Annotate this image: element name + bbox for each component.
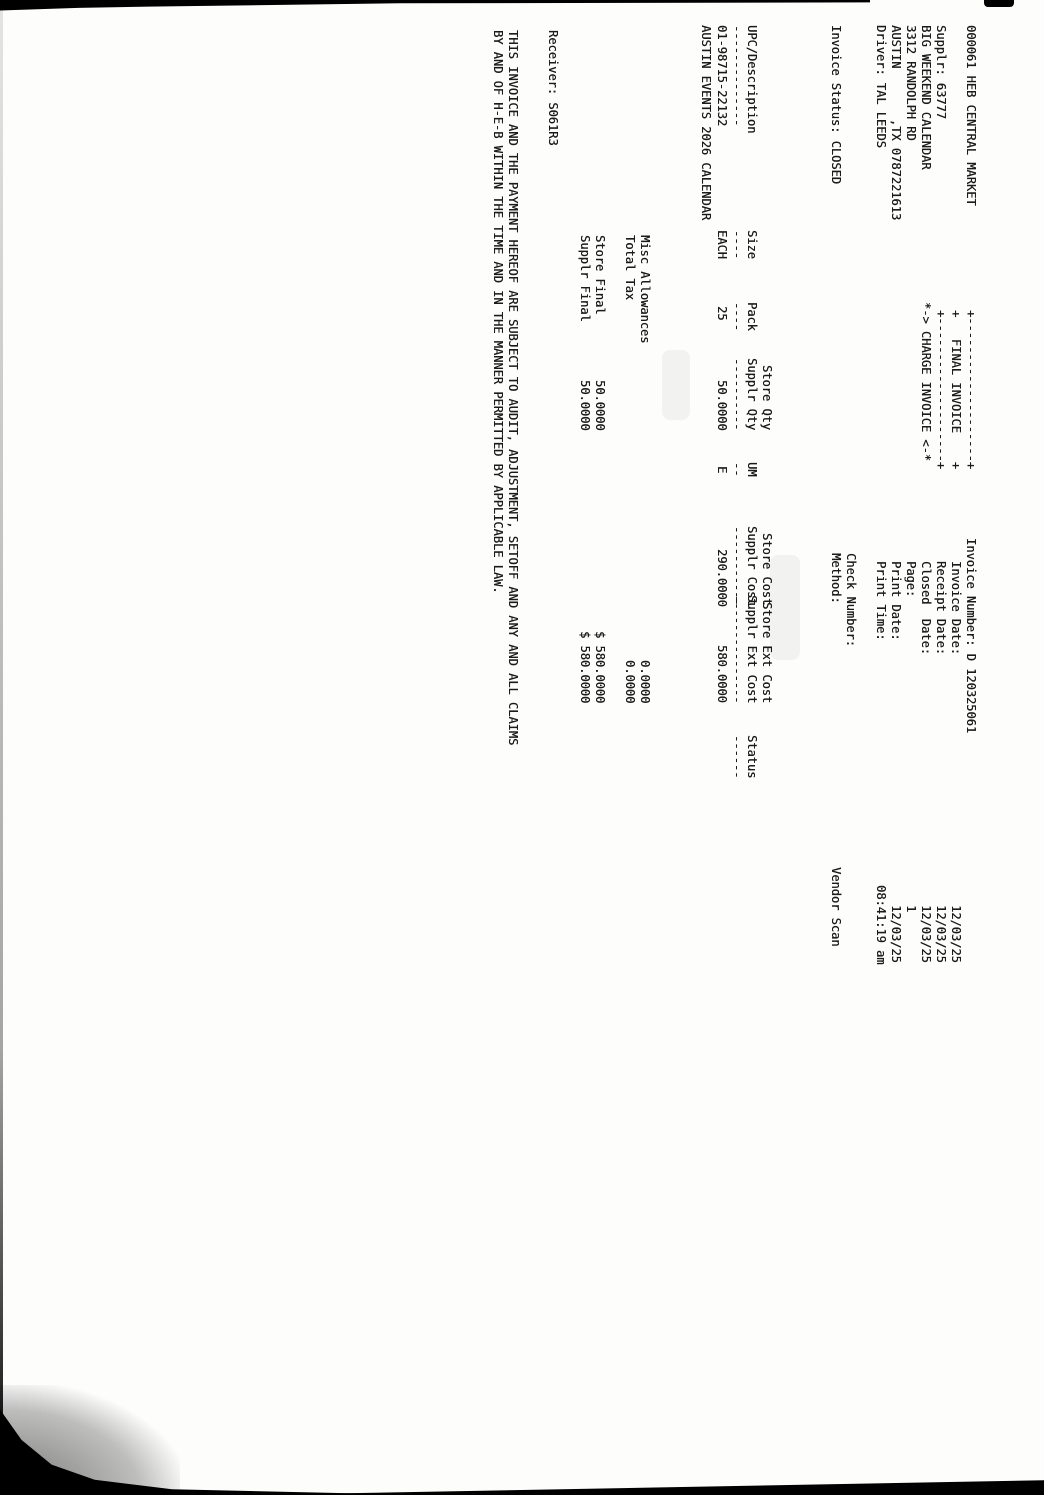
- meta-label: Page:: [904, 561, 918, 598]
- meta-value: 1: [904, 905, 918, 913]
- item-description: AUSTIN EVENTS 2026 CALENDAR: [699, 25, 713, 221]
- col-header-store-cost: Store Cost: [760, 533, 774, 606]
- driver-line: Driver: TAL LEEDS: [874, 25, 888, 148]
- method-value: Vendor Scan: [829, 867, 843, 947]
- rule-um: --: [730, 462, 744, 477]
- rule-pack: ----: [730, 302, 744, 331]
- meta-value: 12/03/25: [949, 905, 963, 963]
- misc-allowances-label: Misc Allowances: [638, 235, 652, 344]
- meta-label: Print Time:: [874, 561, 888, 641]
- col-header-supplr-ext: Supplr Ext Cost: [745, 595, 759, 704]
- supplier-name: BIG WEEKEND CALENDAR: [919, 25, 933, 170]
- meta-label: Print Date:: [889, 561, 903, 641]
- total-tax-label: Total Tax: [623, 235, 637, 301]
- scan-smudge: [662, 350, 690, 420]
- stamp-border-bottom: +--------------------+: [934, 310, 948, 469]
- legal-line: THIS INVOICE AND THE PAYMENT HEREOF ARE SUBJECT TO AUDIT, ADJUSTMENT, SETOFF AND ANY AND ALL CLAIMS: [506, 30, 520, 746]
- item-size: EACH: [715, 230, 729, 259]
- col-header-status: Status: [745, 735, 759, 779]
- supplier-street: 3312 RANDOLPH RD: [904, 25, 918, 141]
- meta-label: Invoice Date:: [949, 561, 963, 655]
- supplier-city: AUSTIN ,TX 0787221613: [889, 25, 903, 221]
- supplr-final-label: Supplr Final: [578, 235, 592, 322]
- supplr-final-qty: 50.0000: [578, 380, 592, 431]
- stamp-title: + FINAL INVOICE +: [949, 310, 963, 469]
- col-header-pack: Pack: [745, 302, 759, 331]
- receiver-line: Receiver: S061R3: [546, 30, 560, 146]
- rule-upc: --------------: [730, 25, 744, 127]
- meta-value: 12/03/25: [934, 905, 948, 963]
- invoice-number-line: Invoice Number: D 120325061: [964, 538, 978, 734]
- rule-size: ----: [730, 230, 744, 259]
- item-pack: 25: [715, 306, 729, 321]
- item-cost: 290.0000: [715, 549, 729, 607]
- scan-smudge: [770, 555, 800, 660]
- store-final-label: Store Final: [593, 235, 607, 315]
- meta-label: Closed Date:: [919, 561, 933, 655]
- meta-value: 08:41:19 am: [874, 885, 888, 965]
- meta-label: Receipt Date:: [934, 561, 948, 655]
- item-qty: 50.0000: [715, 380, 729, 431]
- col-header-supplr-qty: Supplr Qty: [745, 358, 759, 431]
- store-final-amount: $ 580.0000: [593, 631, 607, 704]
- invoice-status: Invoice Status: CLOSED: [829, 25, 843, 184]
- charge-invoice-line: *-> CHARGE INVOICE <-*: [919, 302, 933, 461]
- col-header-store-qty: Store Qty: [760, 365, 774, 431]
- col-header-supplr-cost: Supplr Cost: [745, 526, 759, 606]
- meta-value: 12/03/25: [889, 905, 903, 963]
- total-tax-value: 0.0000: [623, 660, 637, 704]
- check-number-label: Check Number:: [844, 553, 858, 647]
- supplier-number: Supplr: 63777: [934, 25, 948, 119]
- legal-line: BY AND OF H-E-B WITHIN THE TIME AND IN THE MANNER PERMITTED BY APPLICABLE LAW.: [491, 30, 505, 594]
- supplr-final-amount: $ 580.0000: [578, 631, 592, 704]
- method-label: Method:: [829, 553, 843, 604]
- store-header: 000061 HEB CENTRAL MARKET: [964, 25, 978, 206]
- rule-ext: ---------------: [730, 595, 744, 704]
- meta-value: 12/03/25: [919, 905, 933, 963]
- item-ext: 580.0000: [715, 645, 729, 703]
- scan-edge-top-mark: [984, 0, 1014, 7]
- rule-cost: -----------: [730, 526, 744, 606]
- item-um: E: [715, 466, 729, 474]
- rule-qty: ----------: [730, 358, 744, 431]
- col-header-um: UM: [745, 462, 759, 477]
- col-header-store-ext: Store Ext Cost: [760, 602, 774, 704]
- scan-edge-left: [0, 10, 3, 1495]
- stamp-border-top: +--------------------+: [964, 310, 978, 469]
- rule-status: ------: [730, 735, 744, 779]
- col-header-upc: UPC/Description: [745, 25, 759, 134]
- item-upc: 01-98715-22132: [715, 25, 729, 127]
- col-header-size: Size: [745, 230, 759, 259]
- misc-allowances-value: 0.0000: [638, 660, 652, 704]
- store-final-qty: 50.0000: [593, 380, 607, 431]
